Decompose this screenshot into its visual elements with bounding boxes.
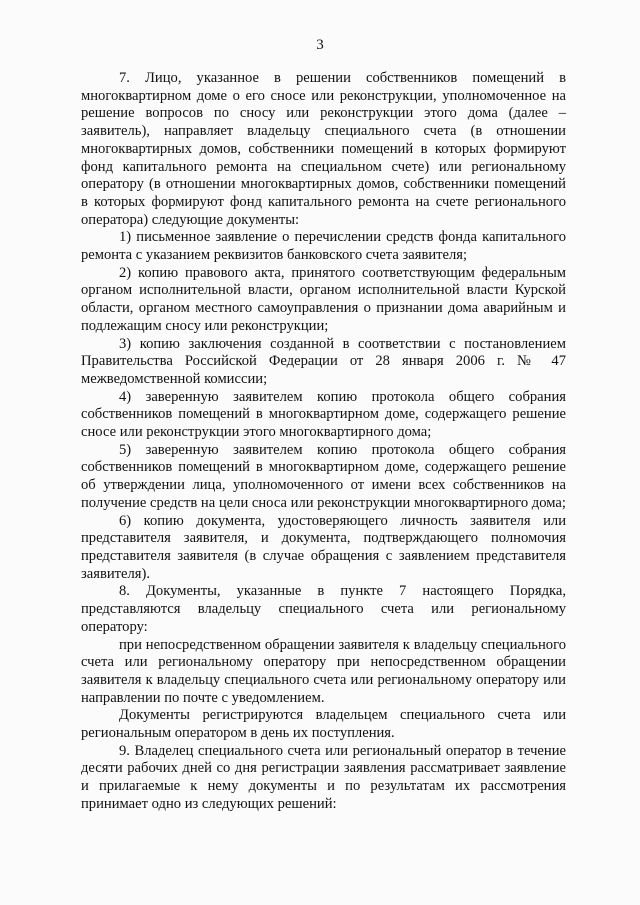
list-item-5: 5) заверенную заявителем копию протокола общего собрания собственников помещений в многоквартирном доме, содержащего решение об утверждении лица, уполномоченного от имени всех собственников на получение средств на цели сноса или реконструкции многоквартирного дома; — [81, 441, 566, 511]
list-item-1: 1) письменное заявление о перечислении средств фонда капитального ремонта с указанием реквизитов банковского счета заявителя; — [81, 229, 566, 264]
list-item-2: 2) копию правового акта, принятого соответствующим федеральным органом исполнительной власти, органом исполнительной власти Курской области, органом местного самоуправления о признании дома аварийным и подлежащим сносу или реконструкции; — [81, 264, 566, 334]
page-number: 3 — [316, 37, 324, 53]
list-item-3: 3) копию заключения созданной в соответствии с постановлением Правительства Российской Федерации от 28 января 2006 г. № 47 межведомственной комиссии; — [81, 335, 566, 387]
paragraph-8: 8. Документы, указанные в пункте 7 настоящего Порядка, представляются владельцу специального счета или региональному оператору: — [81, 583, 566, 635]
list-item-4: 4) заверенную заявителем копию протокола общего собрания собственников помещений в многоквартирном доме, содержащего решение сносе или реконструкции этого многоквартирного дома; — [81, 388, 566, 441]
paragraph-8-submission: при непосредственном обращении заявителя к владельцу специального счета или региональному оператору при непосредственном обращении заявителя к владельцу специального счета или региональному оператору или направлении по почте с уведомлением. — [81, 636, 566, 706]
paragraph-7: 7. Лицо, указанное в решении собственников помещений в многоквартирном доме о его сносе или реконструкции, уполномоченное на решение вопросов по сносу или реконструкции этого дома (далее – заявитель), направляет владельцу специального счета (в отношении многоквартирных домов, собственники помещений в которых формируют фонд капитального ремонта на специальном счете) или региональному оператору (в отношении многоквартирных домов, собственники помещений в которых формируют фонд капитального ремонта на счете регионального оператора) следующие документы: — [81, 70, 566, 228]
paragraph-9: 9. Владелец специального счета или региональный оператор в течение десяти рабочих дней со дня регистрации заявления рассматривает заявление и прилагаемые к нему документы и по результатам их рассмотрения принимает одно из следующих решений: — [81, 742, 566, 812]
list-item-6: 6) копию документа, удостоверяющего личность заявителя или представителя заявителя, и документа, подтверждающего полномочия представителя заявителя (в случае обращения с заявлением представителя заявителя). — [81, 512, 566, 582]
document-body — [81, 70, 566, 814]
paragraph-8-registration: Документы регистрируются владельцем специального счета или региональным оператором в день их поступления. — [81, 707, 566, 742]
